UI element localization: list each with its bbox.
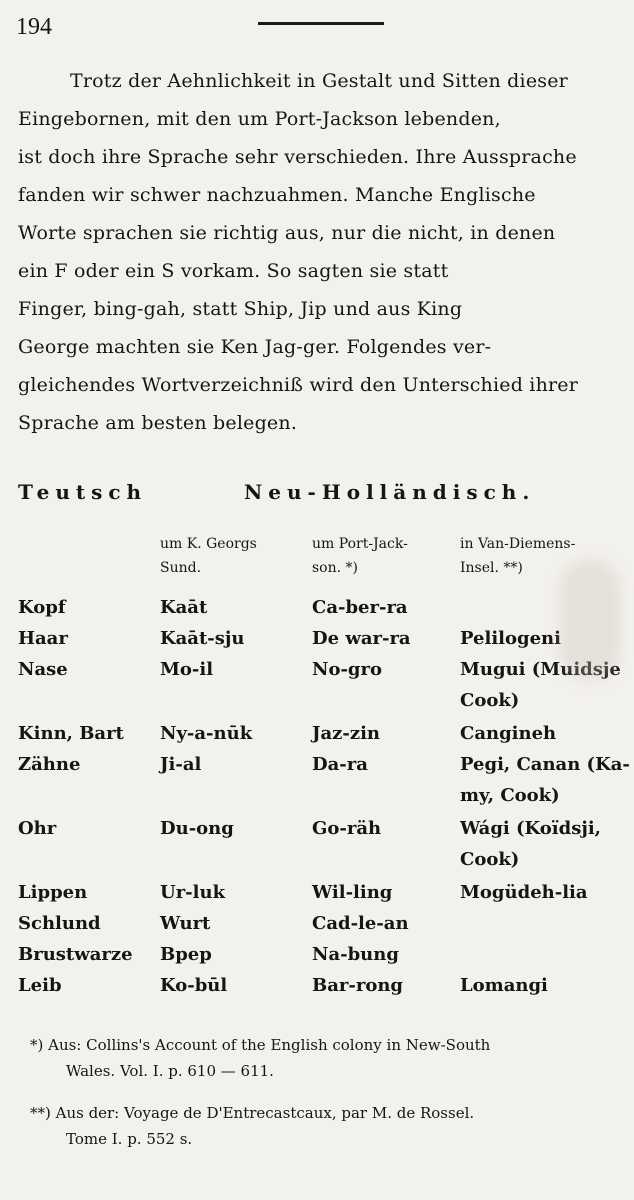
cell-george-sound: Ur-luk: [160, 882, 226, 903]
table-row: [0, 749, 634, 813]
cell-van-diemen: Pelilogeni: [460, 628, 561, 649]
column-header-van-diemen: in Van-Diemens- Insel. **): [460, 536, 576, 576]
table-row: [0, 877, 634, 908]
paper-smudge: [560, 560, 620, 680]
paragraph-line: Worte sprachen sie richtig aus, nur die nicht, in denen: [18, 222, 556, 244]
table-row: [0, 718, 634, 749]
paragraph-line: Sprache am besten belegen.: [18, 412, 298, 434]
cell-port-jackson: Da-ra: [312, 754, 368, 775]
paragraph-line: Trotz der Aehnlichkeit in Gestalt und Sitten dieser: [70, 70, 568, 92]
page-number: 194: [16, 14, 52, 40]
cell-van-diemen: Cangineh: [460, 723, 557, 744]
cell-teutsch: Haar: [18, 628, 68, 649]
cell-port-jackson: De war-ra: [312, 628, 411, 649]
cell-van-diemen: Mugui (Muidsje Cook): [460, 659, 621, 711]
footnote-line: Tome I. p. 552 s.: [66, 1130, 193, 1148]
paragraph-line: Finger, bing-gah, statt Ship, Jip und aus King: [18, 298, 463, 320]
cell-teutsch: Kinn, Bart: [18, 723, 124, 744]
vocabulary-table: [0, 592, 634, 1001]
footnote: [30, 1032, 630, 1084]
cell-teutsch: Kopf: [18, 597, 66, 618]
header-neu-hollaendisch: Neu-Holländisch.: [244, 480, 536, 504]
cell-teutsch: Zähne: [18, 754, 81, 775]
column-header-port-jackson: um Port-Jack- son. *): [312, 536, 408, 576]
cell-teutsch: Lippen: [18, 882, 88, 903]
cell-port-jackson: Jaz-zin: [312, 723, 381, 744]
table-row: [0, 939, 634, 970]
paragraph-line: fanden wir schwer nachzuahmen. Manche Englische: [18, 184, 536, 206]
cell-teutsch: Schlund: [18, 913, 101, 934]
table-row: [0, 592, 634, 623]
cell-port-jackson: Wil-ling: [312, 882, 393, 903]
header-teutsch: Teutsch: [18, 480, 148, 504]
table-row: [0, 623, 634, 654]
cell-teutsch: Nase: [18, 659, 68, 680]
cell-van-diemen: Mogüdeh-lia: [460, 882, 588, 903]
cell-port-jackson: Na-bung: [312, 944, 399, 965]
cell-teutsch: Ohr: [18, 818, 57, 839]
body-paragraph: [18, 62, 618, 442]
cell-george-sound: Ji-al: [160, 754, 202, 775]
footnotes: [30, 1032, 630, 1168]
cell-port-jackson: Cad-le-an: [312, 913, 409, 934]
cell-george-sound: Ny-a-nūk: [160, 723, 253, 744]
footnote: [30, 1100, 630, 1152]
cell-teutsch: Leib: [18, 975, 62, 996]
footnote-line: *) Aus: Collins's Account of the English colony in New-South: [30, 1036, 491, 1054]
cell-port-jackson: Bar-rong: [312, 975, 403, 996]
footnote-line: **) Aus der: Voyage de D'Entrecastcaux, par M. de Rossel.: [30, 1104, 475, 1122]
paragraph-line: ein F oder ein S vorkam. So sagten sie statt: [18, 260, 449, 282]
cell-george-sound: Bpep: [160, 944, 212, 965]
cell-george-sound: Mo-il: [160, 659, 214, 680]
column-headers: [0, 532, 634, 588]
table-row: [0, 813, 634, 877]
footnote-line: Wales. Vol. I. p. 610 — 611.: [66, 1062, 274, 1080]
cell-port-jackson: No-gro: [312, 659, 383, 680]
cell-van-diemen: Pegi, Canan (Ka- my, Cook): [460, 754, 630, 806]
table-row: [0, 654, 634, 718]
paragraph-line: Eingebornen, mit den um Port-Jackson lebenden,: [18, 108, 501, 130]
cell-van-diemen: Lomangi: [460, 975, 548, 996]
table-section-header: [18, 480, 618, 516]
table-row: [0, 908, 634, 939]
cell-george-sound: Kaāt: [160, 597, 208, 618]
paragraph-line: George machten sie Ken Jag-ger. Folgendes ver-: [18, 336, 492, 358]
cell-george-sound: Du-ong: [160, 818, 234, 839]
column-header-george-sound: um K. Georgs Sund.: [160, 536, 257, 576]
cell-port-jackson: Go-räh: [312, 818, 382, 839]
cell-port-jackson: Ca-ber-ra: [312, 597, 408, 618]
cell-teutsch: Brustwarze: [18, 944, 133, 965]
cell-george-sound: Wurt: [160, 913, 211, 934]
cell-george-sound: Ko-būl: [160, 975, 228, 996]
table-row: [0, 970, 634, 1001]
paragraph-line: gleichendes Wortverzeichniß wird den Unterschied ihrer: [18, 374, 579, 396]
header-rule: [258, 22, 384, 25]
cell-george-sound: Kaāt-sju: [160, 628, 245, 649]
paragraph-line: ist doch ihre Sprache sehr verschieden. Ihre Aussprache: [18, 146, 577, 168]
cell-van-diemen: Wági (Koïdsji, Cook): [460, 818, 601, 870]
